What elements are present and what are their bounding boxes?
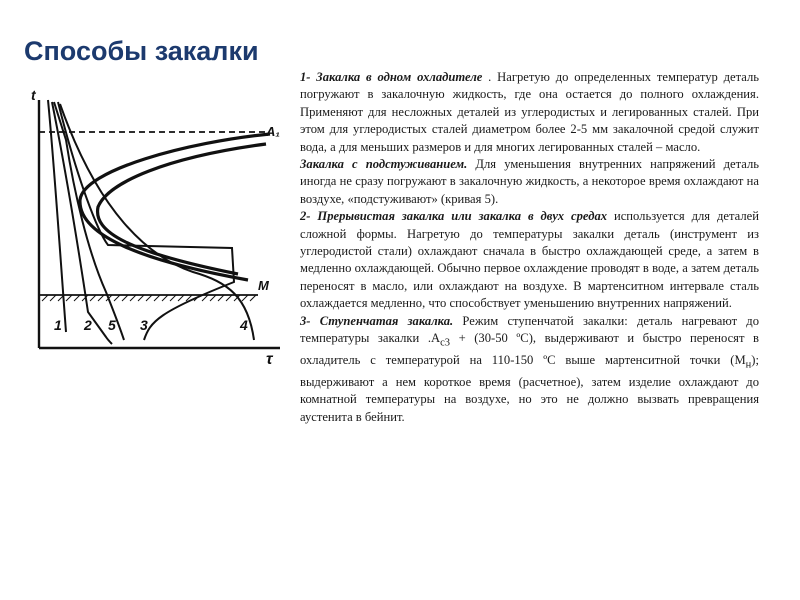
paragraph-single-medium — [300, 69, 759, 156]
paragraph-interrupted-body: используется для деталей сложной формы. Нагретую до температуры закалки деталь (инструмент из углеродистой стали) охлаждают сначала в быстро охлаждающей среде, а затем в медленно охлаждающей. Обычно первое охлаждение проводят в воде, а затем деталь переносят в масло, или охлаждают на воздухе. В мартенситном интервале сталь охлаждается медленно, что способствует уменьшению внутренних напряжений. — [300, 209, 759, 311]
paragraph-stepped-sub-mn: н — [745, 359, 752, 371]
m-label: M — [258, 278, 269, 293]
paragraph-stepped-body-c: ); выдерживают а нем короткое время (расчетное), затем изделие охлаждают до комнатной температуры на воздухе, но это не должно вызвать превращения аустенита в бейнит. — [300, 353, 759, 424]
paragraph-stepped-body-a: Режим ступенчатой закалки: деталь нагревают до температуры закалки .А — [300, 313, 759, 346]
paragraph-interrupted — [300, 208, 759, 312]
cooling-curves-diagram — [18, 82, 296, 372]
paragraph-stepped-sub-ac3: с3 — [440, 337, 450, 349]
curve-label-1: 1 — [54, 317, 62, 333]
cooling-curve-3 — [58, 102, 234, 340]
cooling-curves-svg — [18, 82, 296, 372]
axis-y-label: t — [31, 87, 36, 103]
paragraph-stepped-body-b: + (30-50 ºС), выдерживают и быстро переносят в охладитель с температурой на 110-150 ºС выше мартенситной точки (М — [300, 331, 759, 368]
paragraph-precooling-lead: Закалка с подстуживанием. — [300, 157, 468, 172]
paragraph-precooling — [300, 156, 759, 208]
paragraph-stepped-lead: 3- Ступенчатая закалка. — [300, 313, 454, 328]
a1-label: A₁ — [266, 124, 280, 139]
slide-title: Способы закалки — [24, 36, 259, 66]
axis-x-label: τ — [266, 351, 273, 368]
paragraph-precooling-body: Для уменьшения внутренних напряжений деталь иногда не сразу погружают в закалочную жидкость, а некоторое время охлаждают на воздухе, «подстуживают» (кривая 5). — [300, 157, 759, 206]
paragraph-interrupted-lead: 2- Прерывистая закалка или закалка в двух средах — [300, 209, 608, 224]
curve-label-5: 5 — [108, 317, 116, 333]
curve-label-3: 3 — [140, 317, 148, 333]
curve-label-4: 4 — [240, 317, 248, 333]
paragraph-stepped — [300, 313, 759, 426]
text-block — [300, 69, 759, 426]
c-curve-start — [98, 144, 266, 274]
curve-label-2: 2 — [84, 317, 92, 333]
paragraph-single-medium-lead: 1- Закалка в одном охладителе — [300, 70, 483, 84]
paragraph-single-medium-body: . Нагретую до определенных температур деталь погружают в закалочную жидкость, где она остается до полного охлаждения. Применяют для несложных деталей из углеродистых и легированных сталей. При этом для углеродистых сталей диаметром более 2-5 мм закалочной средой служит вода, а для меньших размеров и для многих легированных сталей – масло. — [300, 70, 759, 154]
cooling-curve-1 — [48, 100, 66, 332]
